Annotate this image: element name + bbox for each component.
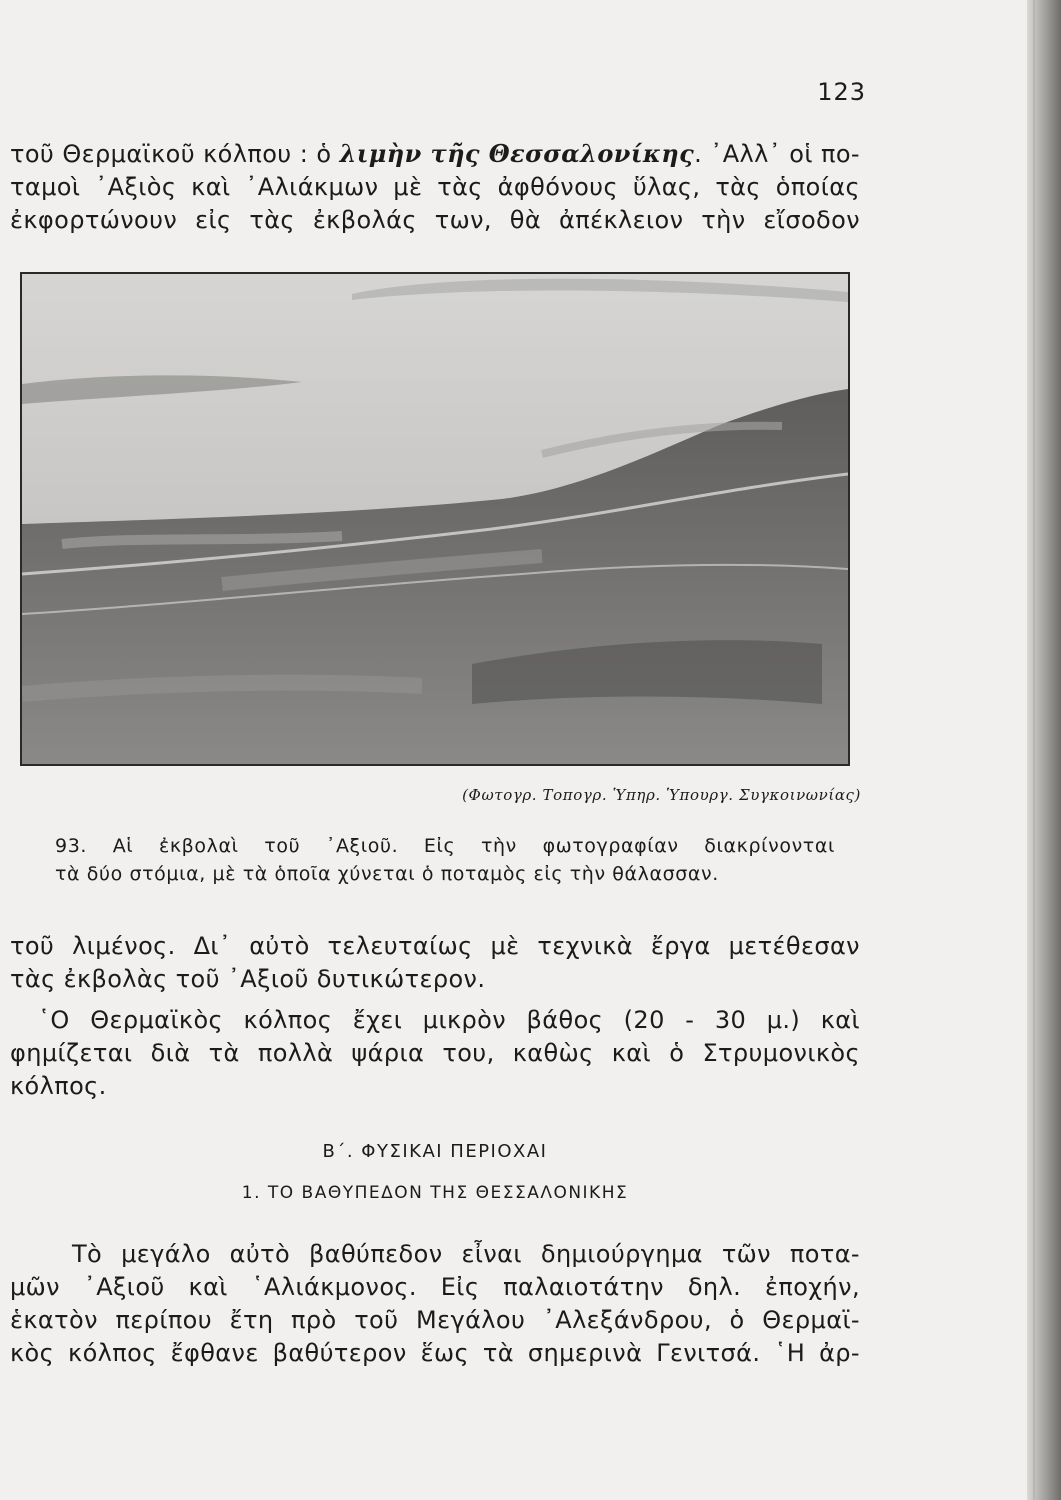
paragraph-line: τὰς ἐκβολὰς τοῦ ᾿Αξιοῦ δυτικώτερον. bbox=[10, 965, 486, 993]
paragraph-intro bbox=[10, 137, 860, 237]
paragraph-line: ἑκατὸν περίπου ἔτη πρὸ τοῦ Μεγάλου ᾿Αλεξάνδρου, ὁ Θερμαϊ- bbox=[10, 1306, 860, 1334]
caption-line: τὰ δύο στόμια, μὲ τὰ ὁποῖα χύνεται ὁ ποταμὸς εἰς τὴν θάλασσαν. bbox=[55, 863, 719, 885]
paragraph-harbour bbox=[10, 930, 860, 996]
section-heading: Β΄. ΦΥΣΙΚΑΙ ΠΕΡΙΟΧΑΙ bbox=[322, 1141, 548, 1162]
figure-caption bbox=[55, 832, 835, 888]
paragraph-line bbox=[10, 137, 860, 171]
paragraph-line: Τὸ μεγάλο αὐτὸ βαθύπεδον εἶναι δημιούργημα τῶν ποτα- bbox=[72, 1240, 860, 1268]
aerial-photograph bbox=[20, 272, 850, 766]
photo-illustration bbox=[22, 274, 848, 764]
paragraph-line: φημίζεται διὰ τὰ πολλὰ ψάρια του, καθὼς καὶ ὁ Στρυμονικὸς bbox=[10, 1039, 860, 1067]
paragraph-line: ταμοὶ ᾿Αξιὸς καὶ ᾿Αλιάκμων μὲ τὰς ἀφθόνους ὕλας, τὰς ὁποίας bbox=[10, 173, 860, 201]
text-run: τοῦ Θερμαϊκοῦ κόλπου : ὁ bbox=[10, 140, 340, 168]
paragraph-line: μῶν ᾿Αξιοῦ καὶ ῾Αλιάκμονος. Εἰς παλαιοτάτην δηλ. ἐποχήν, bbox=[10, 1273, 860, 1301]
page-number: 123 bbox=[817, 78, 866, 106]
paragraph-line: ἐκφορτώνουν εἰς τὰς ἐκβολάς των, θὰ ἀπέκλειον τὴν εἴσοδον bbox=[10, 206, 860, 234]
text-run: . ᾿Αλλ᾿ οἱ πο- bbox=[694, 140, 860, 168]
paragraph-line: ῾Ο Θερμαϊκὸς κόλπος ἔχει μικρὸν βάθος (20 - 30 μ.) καὶ bbox=[38, 1006, 860, 1034]
section-subheading: 1. ΤΟ ΒΑΘΥΠΕΔΟΝ ΤΗΣ ΘΕΣΣΑΛΟΝΙΚΗΣ bbox=[241, 1183, 629, 1203]
paragraph-line: τοῦ λιμένος. Δι᾿ αὐτὸ τελευταίως μὲ τεχνικὰ ἔργα μετέθεσαν bbox=[10, 932, 860, 960]
page-edge bbox=[1027, 0, 1061, 1500]
paragraph-line: κόλπος. bbox=[10, 1072, 107, 1100]
paragraph-basin bbox=[10, 1238, 860, 1370]
photo-credit: (Φωτογρ. Τοπογρ. Ὑπηρ. Ὑπουργ. Συγκοινωνίας) bbox=[462, 786, 861, 804]
paragraph-line: κὸς κόλπος ἔφθανε βαθύτερον ἕως τὰ σημερινὰ Γενιτσά. ῾Η ἀρ- bbox=[10, 1339, 860, 1367]
paragraph-gulf bbox=[10, 1004, 860, 1103]
caption-line: 93. Αἱ ἐκβολαὶ τοῦ ᾿Αξιοῦ. Εἰς τὴν φωτογραφίαν διακρίνονται bbox=[55, 835, 835, 857]
emphasis-text: λιμὴν τῆς Θεσσαλονίκης bbox=[339, 139, 695, 168]
